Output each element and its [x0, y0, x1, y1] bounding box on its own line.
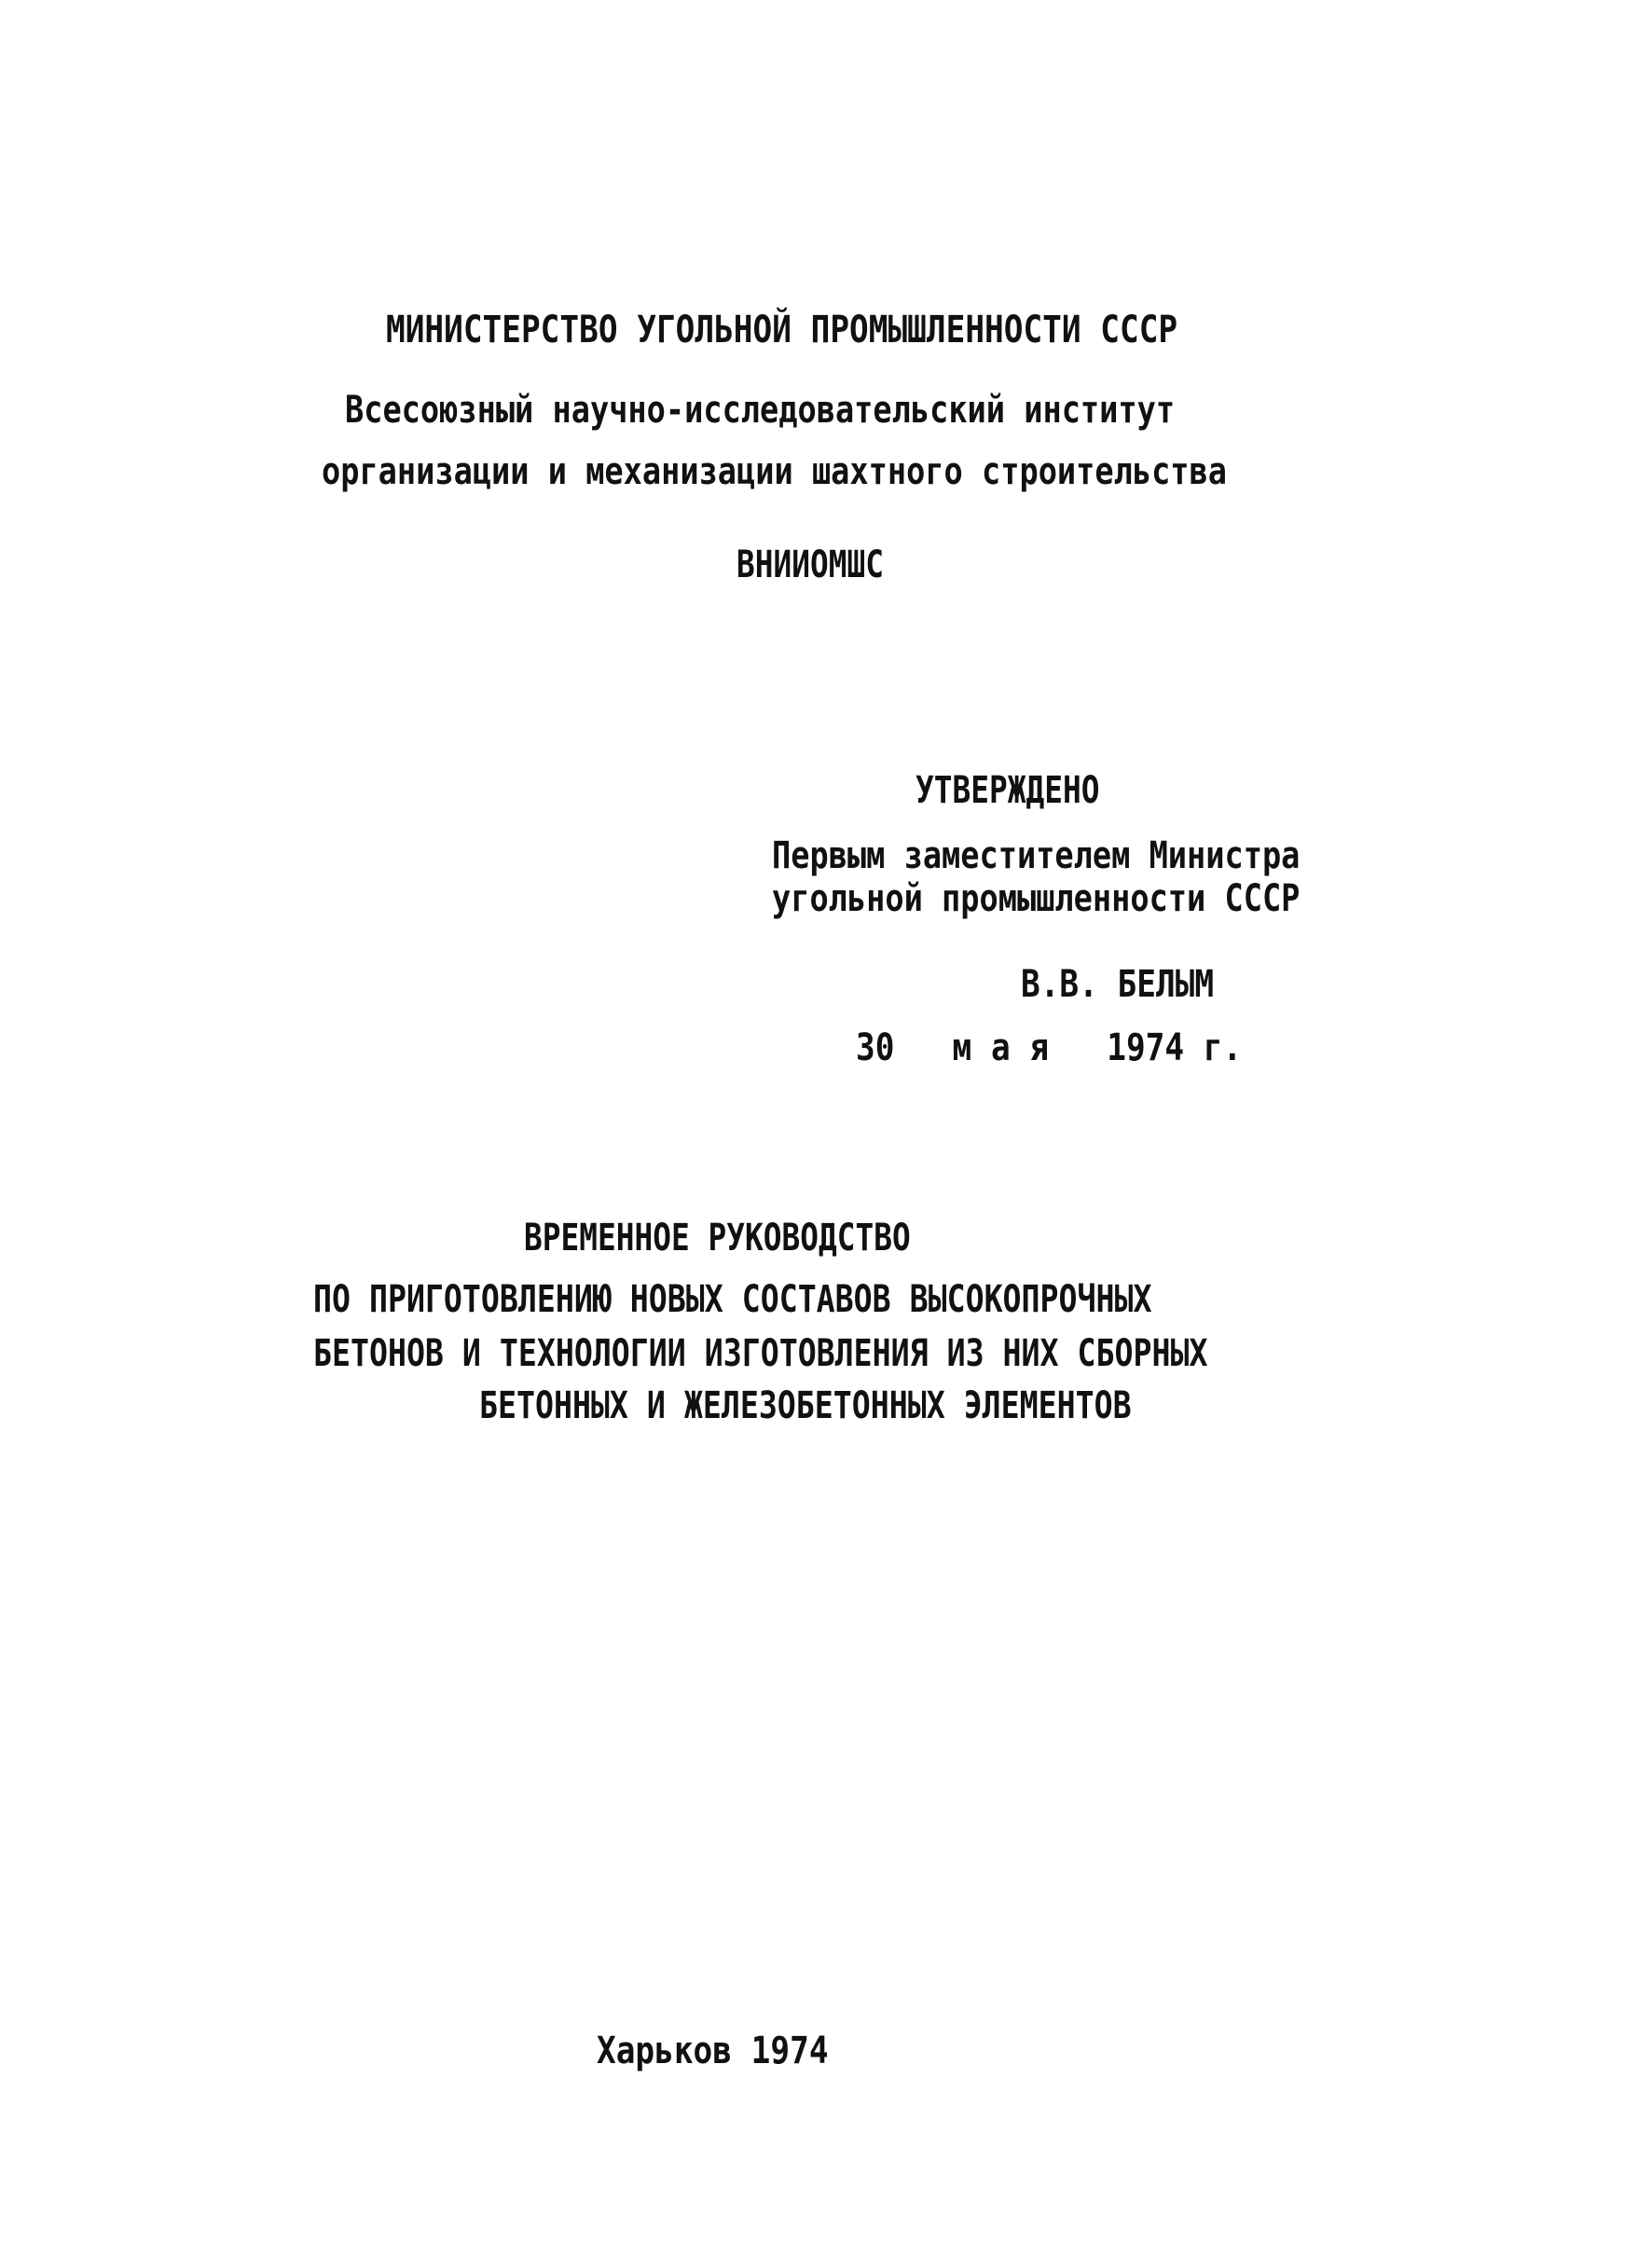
place-and-year: Харьков 1974 — [597, 2030, 829, 2072]
approval-line-2: угольной промышленности СССР — [772, 877, 1301, 920]
ministry-name: МИНИСТЕРСТВО УГОЛЬНОЙ ПРОМЫШЛЕННОСТИ СССР — [386, 309, 1178, 351]
approval-date: 30 м а я 1974 г. — [856, 1026, 1243, 1069]
approval-title: УТВЕРЖДЕНО — [915, 769, 1100, 812]
document-title-line-3: БЕТОНОВ И ТЕХНОЛОГИИ ИЗГОТОВЛЕНИЯ ИЗ НИХ СБОРНЫХ — [313, 1332, 1208, 1375]
approval-line-1: Первым заместителем Министра — [772, 834, 1301, 877]
document-title-line-2: ПО ПРИГОТОВЛЕНИЮ НОВЫХ СОСТАВОВ ВЫСОКОПРОЧНЫХ — [313, 1278, 1152, 1321]
institute-name-line-1: Всесоюзный научно-исследовательский институт — [345, 389, 1176, 432]
document-title-line-4: БЕТОННЫХ И ЖЕЛЕЗОБЕТОННЫХ ЭЛЕМЕНТОВ — [479, 1384, 1132, 1427]
document-title-line-1: ВРЕМЕННОЕ РУКОВОДСТВО — [524, 1217, 911, 1259]
institute-abbreviation: ВНИИОМШС — [737, 544, 884, 586]
institute-name-line-2: организации и механизации шахтного строительства — [322, 450, 1227, 493]
approver-name: В.В. БЕЛЫМ — [1021, 963, 1215, 1006]
